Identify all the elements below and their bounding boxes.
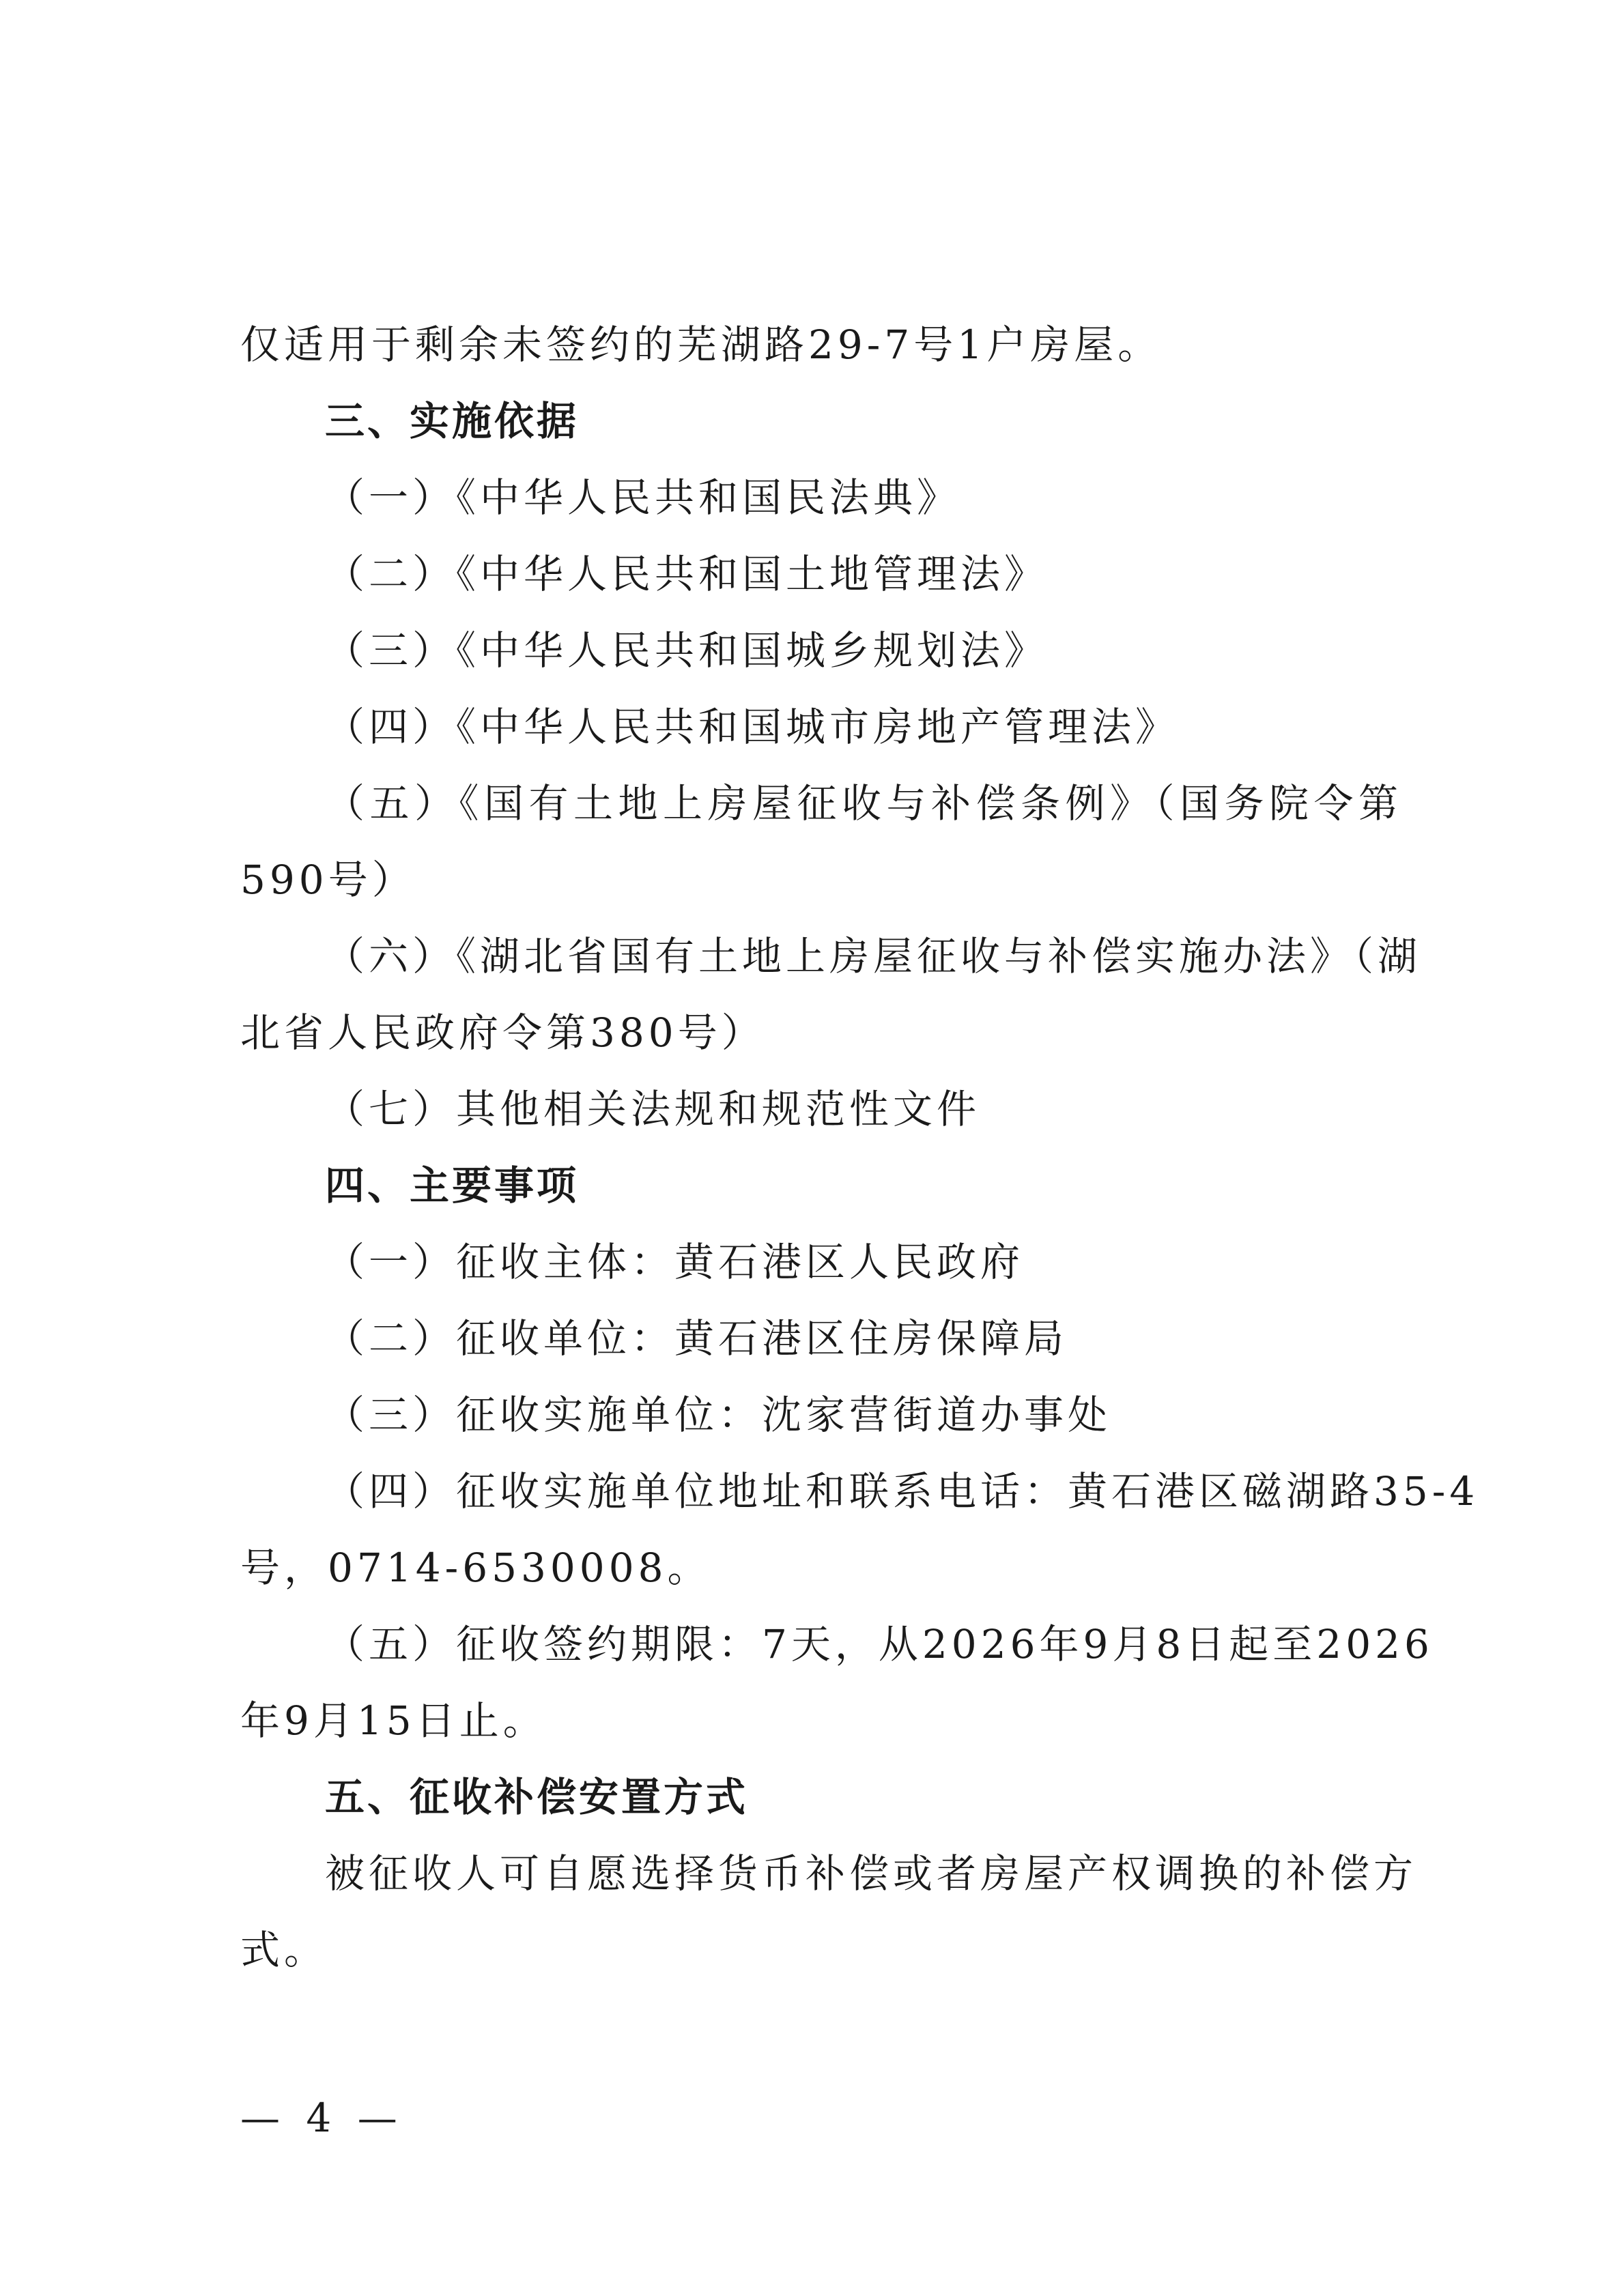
- basis-item-5-continued: 590号）: [240, 857, 416, 903]
- basis-item-6: （六）《湖北省国有土地上房屋征收与补偿实施办法》（湖: [325, 933, 1422, 979]
- compensation-paragraph: 被征收人可自愿选择货币补偿或者房屋产权调换的补偿方: [325, 1850, 1418, 1897]
- section-heading-main-matters: 四、主要事项: [325, 1162, 580, 1209]
- paragraph-line: 仅适用于剩余未签约的芜湖路29-7号1户房屋。: [240, 321, 1162, 368]
- main-matter-4-continued: 号，0714-6530008。: [240, 1545, 711, 1591]
- basis-item-2: （二）《中华人民共和国土地管理法》: [325, 551, 1049, 597]
- compensation-paragraph-continued: 式。: [240, 1927, 328, 1973]
- basis-item-7: （七）其他相关法规和规范性文件: [325, 1086, 981, 1132]
- basis-item-3: （三）《中华人民共和国城乡规划法》: [325, 627, 1049, 674]
- basis-item-1: （一）《中华人民共和国民法典》: [325, 474, 961, 521]
- basis-item-4: （四）《中华人民共和国城市房地产管理法》: [325, 704, 1180, 750]
- basis-item-5: （五）《国有土地上房屋征收与补偿条例》（国务院令第: [325, 780, 1402, 827]
- section-heading-compensation: 五、征收补偿安置方式: [325, 1774, 749, 1820]
- main-matter-1: （一）征收主体：黄石港区人民政府: [325, 1239, 1025, 1285]
- page-number: — 4 —: [240, 2095, 404, 2141]
- main-matter-5: （五）征收签约期限：7天，从2026年9月8日起至2026: [325, 1621, 1434, 1667]
- main-matter-4: （四）征收实施单位地址和联系电话：黄石港区磁湖路35-4: [325, 1468, 1479, 1515]
- main-matter-5-continued: 年9月15日止。: [240, 1697, 547, 1744]
- basis-item-6-continued: 北省人民政府令第380号）: [240, 1009, 765, 1056]
- main-matter-2: （二）征收单位：黄石港区住房保障局: [325, 1315, 1068, 1362]
- main-matter-3: （三）征收实施单位：沈家营街道办事处: [325, 1392, 1112, 1438]
- section-heading-basis: 三、实施依据: [325, 398, 580, 444]
